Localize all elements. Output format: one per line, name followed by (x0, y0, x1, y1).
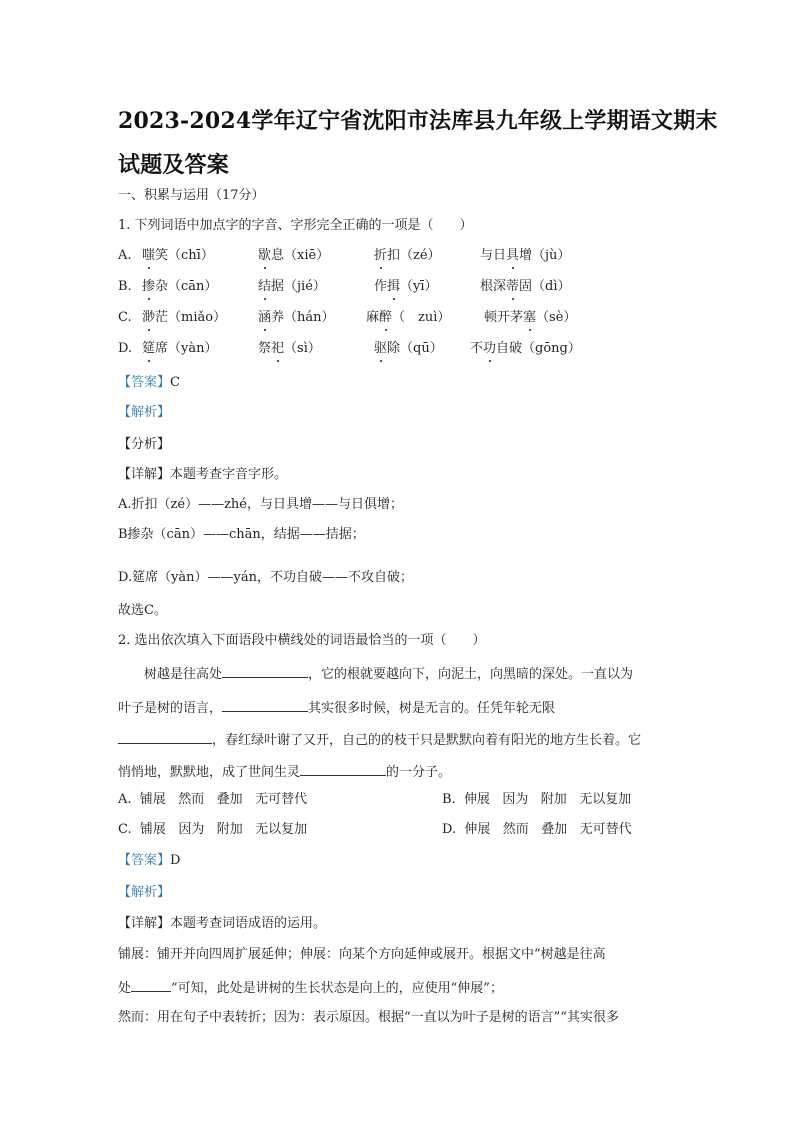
q2-stem: 2. 选出依次填入下面语段中横线处的词语最恰当的一项（ ） (118, 633, 486, 648)
fill-blank-1 (222, 665, 308, 678)
q2-options-row2 (118, 822, 678, 838)
q2-passage-line3: ，春红绿叶谢了又开，自己的的枝干只是默默向着有阳光的地方生长着。它 (118, 731, 641, 749)
q1-a-item4: 与日具增（jù） (480, 248, 571, 263)
q1-jiexi-tag: 【解析】 (118, 405, 171, 420)
q2-detail: 【详解】本题考查词语成语的运用。 (118, 916, 327, 931)
q2-jiexi-tag: 【解析】 (118, 885, 171, 900)
q1-b-item4: 根深蒂固（dì） (480, 279, 571, 294)
q1-b-item2: 结据（jié） (258, 279, 326, 294)
q1-d-item2: 祭祀（sì） (258, 341, 321, 356)
section-heading: 一、积累与运用（17分） (118, 188, 265, 203)
q1-c-item3: 麻醉（ zuì） (366, 310, 451, 325)
q2-passage-line4: 悄悄地，默默地，成了世间生灵 的一分子。 (118, 765, 452, 780)
q1-a-item1: 嗤笑（chī） (142, 248, 214, 263)
q1-b-item1: 掺杂（cān） (142, 279, 218, 294)
q1-fenxi-tag: 【分析】 (118, 437, 171, 452)
q2-options-row1 (118, 792, 678, 808)
document-title-line2: 试题及答案 (118, 152, 230, 178)
q1-option-c: C. 渺茫（miǎo） 涵养（hán） 麻醉（ zuì） 顿开茅塞（sè） (118, 310, 577, 325)
q2-explanation-3: 然而：用在句子中表转折；因为：表示原因。根据“一直以为叶子是树的语言”“其实很多 (118, 1010, 619, 1025)
q1-c-item4: 顿开茅塞（sè） (484, 310, 577, 325)
q1-option-a: A. 嗤笑（chī） 歇息（xiē） 折扣（zé） 与日具增（jù） (118, 248, 571, 263)
q1-stem: 1. 下列词语中加点字的字音、字形完全正确的一项是（ ） (118, 218, 473, 233)
q1-c-item1: 渺茫（miǎo） (142, 310, 227, 325)
q1-a-item3: 折扣（zé） (374, 248, 441, 263)
q2-option-a: A. 铺展 然而 叠加 无可替代 (118, 792, 308, 807)
fill-blank-3 (118, 731, 212, 744)
answer-tag: 【答案】 (118, 853, 171, 868)
q2-option-c: C. 铺展 因为 附加 无以复加 (118, 822, 308, 837)
q1-d-item1: 筵席（yàn） (142, 341, 218, 356)
fill-blank-4 (300, 763, 386, 776)
answer-value: C (170, 375, 180, 390)
q1-d-item3: 驱除（qū） (374, 341, 443, 356)
q2-option-d: D. 伸展 然而 叠加 无可替代 (442, 822, 632, 837)
q1-b-item3: 作揖（yī） (374, 279, 438, 294)
q1-detail: 【详解】本题考查字音字形。 (118, 467, 288, 482)
q1-explanation-b: B掺杂（cān）——chān，结据——拮据； (118, 527, 365, 542)
q1-option-b: B. 掺杂（cān） 结据（jié） 作揖（yī） 根深蒂固（dì） (118, 279, 571, 294)
q2-option-b: B. 伸展 因为 附加 无以复加 (442, 792, 632, 807)
answer-value: D (170, 853, 181, 868)
q1-a-item2: 歇息（xiē） (258, 248, 330, 263)
q2-explanation-2: 处 ”可知，此处是讲树的生长状态是向上的，应使用“伸展”； (118, 981, 503, 996)
q2-passage-line1: 树越是往高处 ，它的根就要越向下，向泥土，向黑暗的深处。一直以为 (144, 667, 634, 682)
answer-tag: 【答案】 (118, 375, 171, 390)
document-title-line1: 2023-2024学年辽宁省沈阳市法库县九年级上学期语文期末 (118, 108, 718, 134)
q1-explanation-a: A.折扣（zé）——zhé，与日具增——与日俱增； (118, 497, 403, 512)
q1-conclusion: 故选C。 (118, 603, 167, 618)
q2-answer (118, 853, 180, 869)
q1-option-d: D. 筵席（yàn） 祭祀（sì） 驱除（qū） 不功自破（gōng） (118, 341, 581, 356)
q1-explanation-d: D.筵席（yàn）——yán，不功自破——不攻自破； (118, 570, 414, 585)
q1-answer (118, 375, 180, 391)
q2-passage-line2: 叶子是树的语言， 其实很多时候，树是无言的。任凭年轮无限 (118, 701, 556, 716)
q1-d-item4: 不功自破（gōng） (470, 341, 581, 356)
q2-explanation-1: 铺展：铺开并向四周扩展延伸；伸展：向某个方向延伸或展开。根据文中“树越是往高 (118, 947, 606, 962)
fill-blank-2 (222, 699, 308, 712)
fill-blank-inline (131, 979, 171, 992)
q1-c-item2: 涵养（hán） (258, 310, 335, 325)
